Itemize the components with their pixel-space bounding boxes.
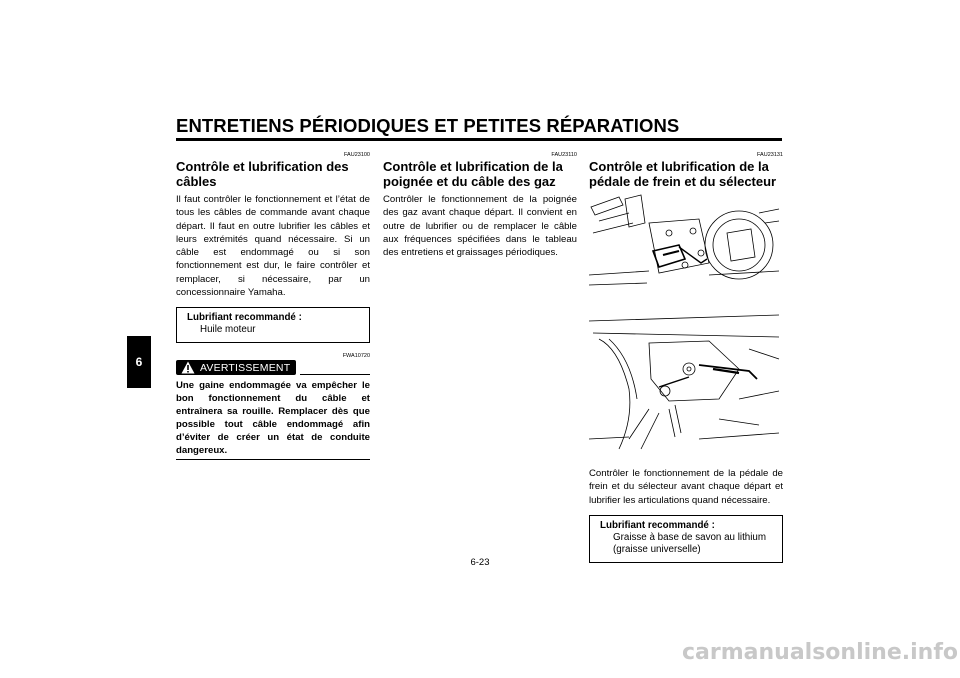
section-body: Contrôler le fonctionnement de la pédale de frein et du sélecteur avant chaque départ et lubrifier les articulations quand nécessaire. — [589, 468, 783, 506]
column-cables — [176, 151, 370, 460]
page-title: ENTRETIENS PÉRIODIQUES ET PETITES RÉPARATIONS — [176, 115, 680, 136]
column-throttle — [383, 151, 577, 259]
warning-badge — [176, 360, 296, 375]
title-rule — [176, 138, 782, 141]
warning-block — [176, 352, 370, 460]
warning-code: FWA10720 — [342, 353, 370, 360]
warning-rule — [300, 374, 370, 375]
warning-label: AVERTISSEMENT — [200, 361, 291, 374]
lubricant-box — [589, 515, 783, 563]
shift-pedal-illustration — [589, 329, 781, 459]
section-code: FAU23100 — [344, 152, 370, 158]
warning-end-rule — [176, 459, 370, 460]
brake-pedal-illustration — [589, 193, 781, 323]
section-body: Contrôler le fonctionnement de la poignée des gaz avant chaque départ. Il convient en outre de lubrifier ou de remplacer le câble aux fréquences spécifiées dans le tableau des entretiens et graissages périodiques. — [383, 194, 577, 259]
lubricant-label: Lubrifiant recommandé : — [600, 519, 715, 531]
lubricant-value: Huile moteur — [200, 324, 256, 336]
section-tab: 6 — [127, 336, 151, 388]
warning-triangle-icon — [181, 361, 195, 374]
page-number: 6-23 — [470, 557, 490, 568]
section-heading: Contrôle et lubrification de la poignée et du câble des gaz — [383, 159, 563, 189]
section-heading: Contrôle et lubrification des câbles — [176, 159, 349, 189]
shift-pedal-drawing — [589, 329, 781, 459]
column-pedals — [589, 151, 783, 563]
section-code: FAU23110 — [551, 152, 577, 158]
section-heading: Contrôle et lubrification de la pédale de frein et du sélecteur — [589, 159, 777, 189]
section-body: Il faut contrôler le fonctionnement et l’état de tous les câbles de commande avant chaque départ. Il faut en outre lubrifier les câbles et leurs extrémités quand nécessaire. Si un câble est endommagé ou si son fonctionnement est dur, le faire contrôler et remplacer, si nécessaire, par un concessionnaire Yamaha. — [176, 194, 370, 299]
lubricant-value: Graisse à base de savon au lithium (graisse universelle) — [613, 531, 767, 555]
lubricant-label: Lubrifiant recommandé : — [187, 312, 302, 324]
watermark: carmanualsonline.info — [682, 640, 958, 665]
lubricant-box — [176, 307, 370, 343]
section-code: FAU23131 — [757, 152, 783, 158]
brake-pedal-drawing — [589, 193, 781, 323]
warning-text: Une gaine endommagée va empêcher le bon fonctionnement du câble et entraînera sa rouille. Remplacer dès que possible tout câble endommagé afin d’éviter de créer un état de conduite dangereux. — [176, 380, 370, 457]
